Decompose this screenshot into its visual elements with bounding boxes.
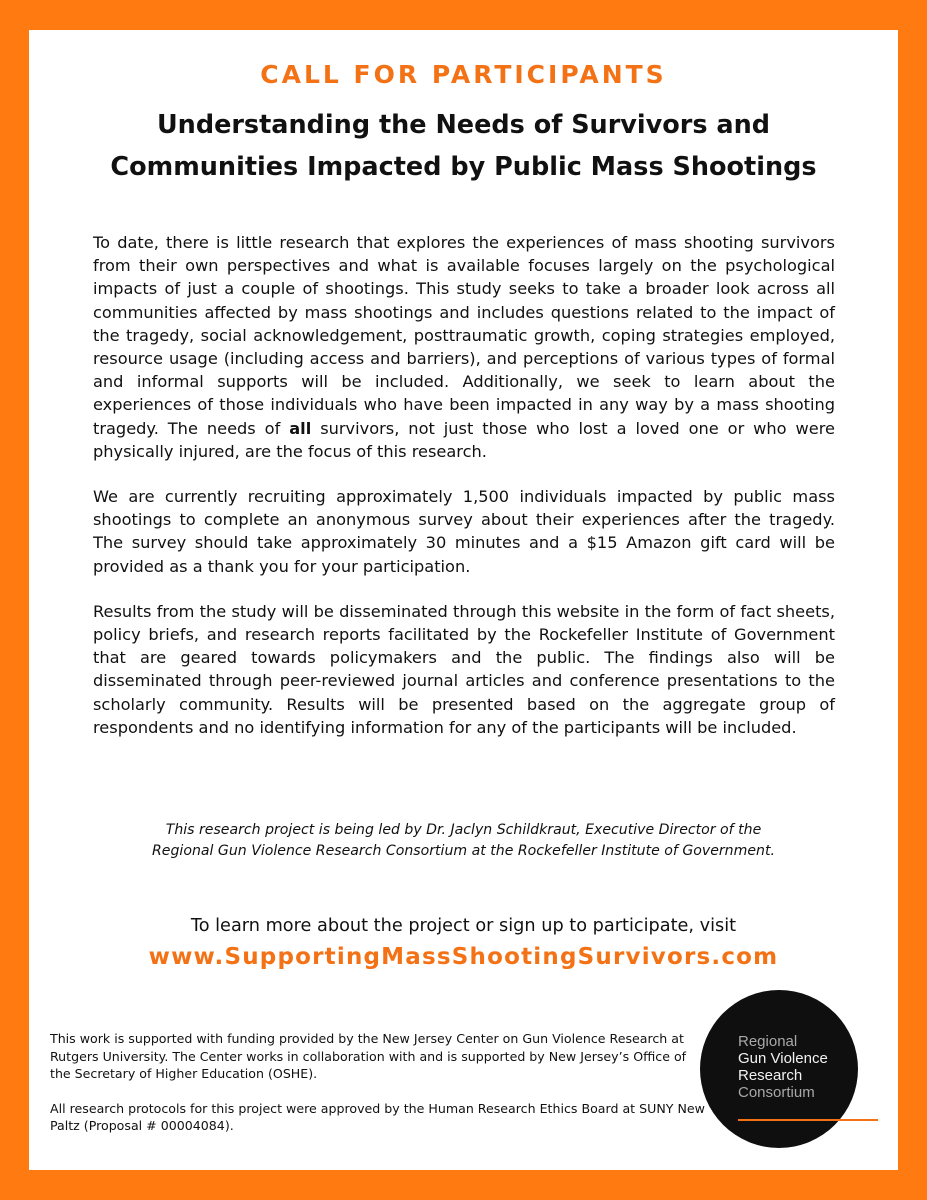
logo-line-research: Research [738, 1067, 803, 1084]
logo-line-regional: Regional [738, 1033, 798, 1050]
paragraph-1-end: survivors, not just those who lost a loved one or who were physically injured, are the focus of this research. [93, 418, 835, 461]
visit-text: To learn more about the project or sign up to participate, visit [190, 916, 737, 936]
emphasis-all: all [289, 418, 312, 438]
ethics-note: All research protocols for this project were approved by the Human Research Ethics Board at SUNY New Paltz (Proposal # 00004084). [50, 1100, 705, 1133]
footer-notes [50, 1030, 710, 1152]
website-link[interactable]: www.SupportingMassShootingSurvivors.com [148, 944, 779, 970]
paragraph-recruitment: We are currently recruiting approximately 1,500 individuals impacted by public mass shootings to complete an anonymous survey about their experiences after the tragedy. The survey should take approximately 30 minutes and a $15 Amazon gift card will be provided as a thank you for your participation. [93, 487, 835, 576]
rgvrc-logo [700, 990, 858, 1148]
logo-line-consortium: Consortium [738, 1084, 815, 1101]
funding-note: This work is supported with funding provided by the New Jersey Center on Gun Violence Research at Rutgers University. The Center works in collaboration with and is supported by New Jersey’s Office of the Secretary of Higher Education (OSHE). [50, 1031, 687, 1081]
paragraph-1-start: To date, there is little research that explores the experiences of mass shooting survivors from their own perspectives and what is available focuses largely on the psychological impacts of just a couple of shootings. This study seeks to take a broader look across all communities affected by mass shootings and includes questions related to the impact of the tragedy, social acknowledgement, posttraumatic growth, coping strategies employed, resource usage (including access and barriers), and perceptions of various types of formal and informal supports will be included. Additionally, we seek to learn about the experiences of those individuals who have been impacted in any way by a mass shooting tragedy. The needs of [93, 233, 835, 438]
paragraph-results: Results from the study will be disseminated through this website in the form of fact sheets, policy briefs, and research reports facilitated by the Rockefeller Institute of Government that are geared towards policymakers and the public. The findings also will be disseminated through peer-reviewed journal articles and conference presentations to the scholarly community. Results will be presented based on the aggregate group of respondents and no identifying information for any of the participants will be included. [93, 601, 835, 737]
title-line-2: Communities Impacted by Public Mass Shootings [110, 152, 817, 182]
flyer-title [29, 104, 898, 188]
credit-line-2: Regional Gun Violence Research Consortium at the Rockefeller Institute of Government. [152, 843, 775, 859]
title-line-1: Understanding the Needs of Survivors and [156, 110, 771, 140]
call-for-participants-heading: CALL FOR PARTICIPANTS [260, 60, 667, 89]
logo-wordmark [738, 1033, 828, 1101]
logo-line-gun-violence: Gun Violence [738, 1050, 828, 1067]
credit-line-1: This research project is being led by Dr. Jaclyn Schildkraut, Executive Director of the [165, 822, 762, 838]
project-lead-credit [83, 820, 844, 862]
flyer-page [29, 30, 898, 1170]
body-text [93, 231, 835, 761]
paragraph-study-overview [93, 231, 835, 463]
logo-accent-rule [738, 1119, 878, 1121]
